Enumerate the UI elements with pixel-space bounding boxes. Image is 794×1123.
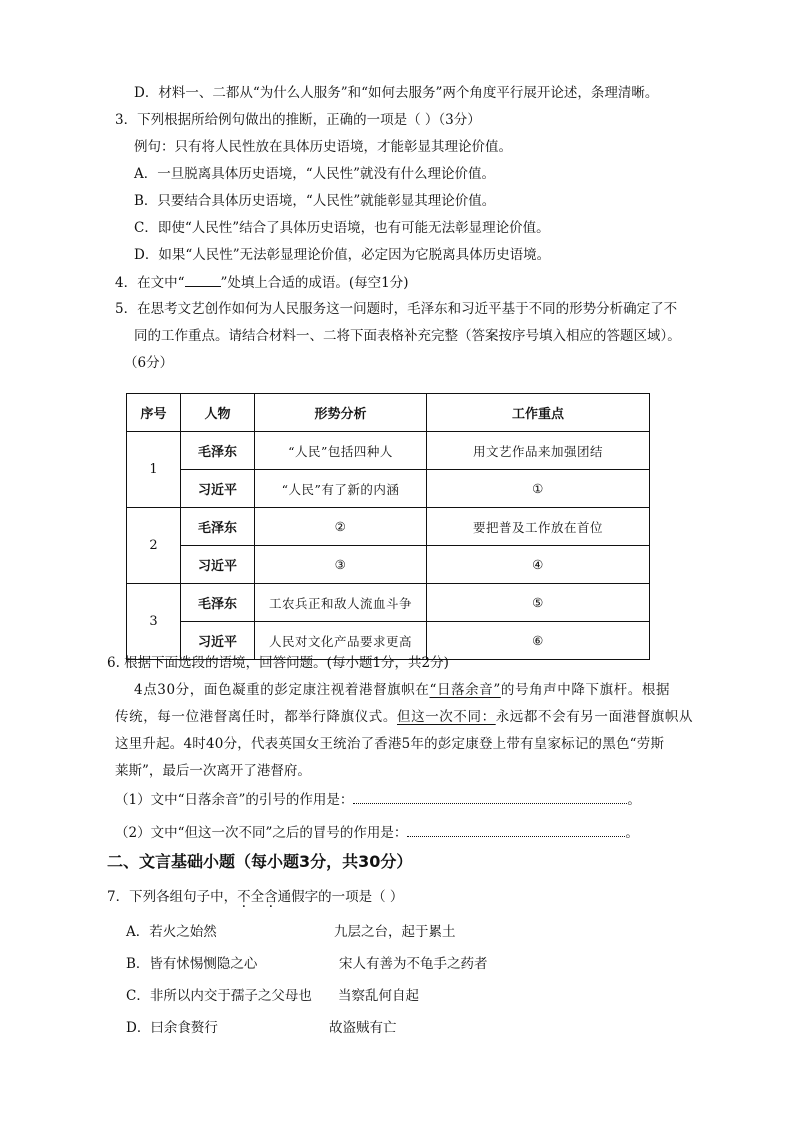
- table-row: [127, 432, 650, 470]
- q7-option-c-right: 当察乱何自起: [338, 988, 419, 1004]
- focus-cell: ④: [427, 546, 650, 584]
- q3-option-a: A．一旦脱离具体历史语境，“人民性”就没有什么理论价值。: [134, 166, 496, 182]
- stem-text: 全: [250, 889, 265, 905]
- q3-stem: 3．下列根据所给例句做出的推断，正确的一项是（ ）（3分）: [115, 112, 481, 128]
- stem-text: 通假字的一项是（ ）: [277, 889, 404, 905]
- q4-prefix: 4．在文中“: [115, 275, 185, 291]
- passage-text: 4点30分，面色凝重的彭定康注视着港督旗帜在: [134, 682, 430, 698]
- q7-option-a-left: A．若火之始然: [126, 924, 217, 940]
- person-cell: 习近平: [181, 470, 255, 508]
- q3-option-c: C．即使“人民性”结合了具体历史语境，也有可能无法彰显理论价值。: [134, 220, 550, 236]
- q3-example: 例句：只有将人民性放在具体历史语境，才能彰显其理论价值。: [134, 139, 512, 155]
- end-mark: 。: [625, 825, 639, 841]
- focus-cell: ⑥: [427, 622, 650, 660]
- focus-cell: 要把普及工作放在首位: [427, 508, 650, 546]
- underlined-phrase: “日落余音”: [429, 682, 501, 698]
- header-analysis: 形势分析: [255, 394, 427, 432]
- focus-cell: ⑤: [427, 584, 650, 622]
- q6-stem: 6. 根据下面选段的语境，回答问题。(每小题1分，共2分): [107, 655, 449, 671]
- passage-text: 的号角声中降下旗杆。根据: [500, 682, 671, 698]
- analysis-cell: “人民”有了新的内涵: [255, 470, 427, 508]
- q7-option-a-right: 九层之台，起于累土: [334, 924, 456, 940]
- q7-option-d-left: D．曰余食赘行: [126, 1020, 218, 1036]
- q5-line3: （6分）: [124, 355, 174, 371]
- q6-sub1: [115, 789, 641, 810]
- table-row: [127, 584, 650, 622]
- passage-text: 永远都不会有另一面港督旗帜从: [495, 709, 694, 725]
- analysis-cell: 工农兵正和敌人流血斗争: [255, 584, 427, 622]
- table-row: [127, 508, 650, 546]
- analysis-cell: ③: [255, 546, 427, 584]
- answer-line: [407, 822, 625, 837]
- passage-text: 传统，每一位港督离任时，都举行降旗仪式。: [115, 709, 397, 725]
- q6-passage-line1: [134, 680, 670, 700]
- q3-option-b: B．只要结合具体历史语境，“人民性”就能彰显其理论价值。: [134, 193, 496, 209]
- q6-passage-line4: 莱斯”，最后一次离开了港督府。: [115, 763, 311, 779]
- focus-cell: 用文艺作品来加强团结: [427, 432, 650, 470]
- focus-cell: ①: [427, 470, 650, 508]
- emphasized-char: 含: [264, 889, 278, 905]
- q3-option-d: D．如果“人民性”无法彰显理论价值，必定因为它脱离具体历史语境。: [134, 247, 551, 263]
- header-person: 人物: [181, 394, 255, 432]
- person-cell: 习近平: [181, 622, 255, 660]
- q2-option-d: D．材料一、二都从“为什么人服务”和“如何去服务”两个角度平行展开论述，条理清晰。: [134, 85, 659, 101]
- group-number: 2: [127, 508, 181, 584]
- header-number: 序号: [127, 394, 181, 432]
- q7-option-b-left: B．皆有怵惕恻隐之心: [126, 956, 258, 972]
- q5-table: [126, 393, 650, 660]
- person-cell: 习近平: [181, 546, 255, 584]
- emphasized-char: 不: [237, 889, 251, 905]
- q7-option-c-left: C．非所以内交于孺子之父母也: [126, 988, 312, 1004]
- q6-passage-line3: 这里升起。4时40分，代表英国女王统治了香港5年的彭定康登上带有皇家标记的黑色“劳斯: [115, 736, 665, 752]
- q5-line2: 同的工作重点。请结合材料一、二将下面表格补充完整（答案按序号填入相应的答题区域）。: [134, 328, 681, 344]
- person-cell: 毛泽东: [181, 432, 255, 470]
- table-header-row: [127, 394, 650, 432]
- q7-stem: [107, 887, 403, 907]
- analysis-cell: 人民对文化产品要求更高: [255, 622, 427, 660]
- q4-blank: [185, 272, 221, 287]
- header-focus: 工作重点: [427, 394, 650, 432]
- q7-option-b-right: 宋人有善为不龟手之药者: [339, 956, 488, 972]
- q4-suffix: ”处填上合适的成语。(每空1分): [220, 275, 409, 291]
- person-cell: 毛泽东: [181, 508, 255, 546]
- q5-line1: 5．在思考文艺创作如何为人民服务这一问题时，毛泽东和习近平基于不同的形势分析确定了不: [115, 301, 678, 317]
- group-number: 3: [127, 584, 181, 660]
- end-mark: 。: [627, 792, 641, 808]
- stem-text: 7．下列各组句子中，: [107, 889, 238, 905]
- section2-title: 二、文言基础小题（每小题3分，共30分）: [107, 852, 413, 871]
- group-number: 1: [127, 432, 181, 508]
- table-row: [127, 546, 650, 584]
- answer-line: [353, 789, 627, 804]
- analysis-cell: “人民”包括四种人: [255, 432, 427, 470]
- q4-stem: [115, 272, 409, 293]
- q6-sub2: [115, 822, 639, 843]
- person-cell: 毛泽东: [181, 584, 255, 622]
- sub-question-text: （2）文中“但这一次不同”之后的冒号的作用是：: [115, 825, 408, 841]
- table-row: [127, 470, 650, 508]
- q7-option-d-right: 故盗贼有亡: [329, 1020, 397, 1036]
- q6-passage-line2: [115, 707, 693, 727]
- sub-question-text: （1）文中“日落余音”的引号的作用是：: [115, 792, 354, 808]
- underlined-phrase: 但这一次不同：: [397, 709, 496, 725]
- analysis-cell: ②: [255, 508, 427, 546]
